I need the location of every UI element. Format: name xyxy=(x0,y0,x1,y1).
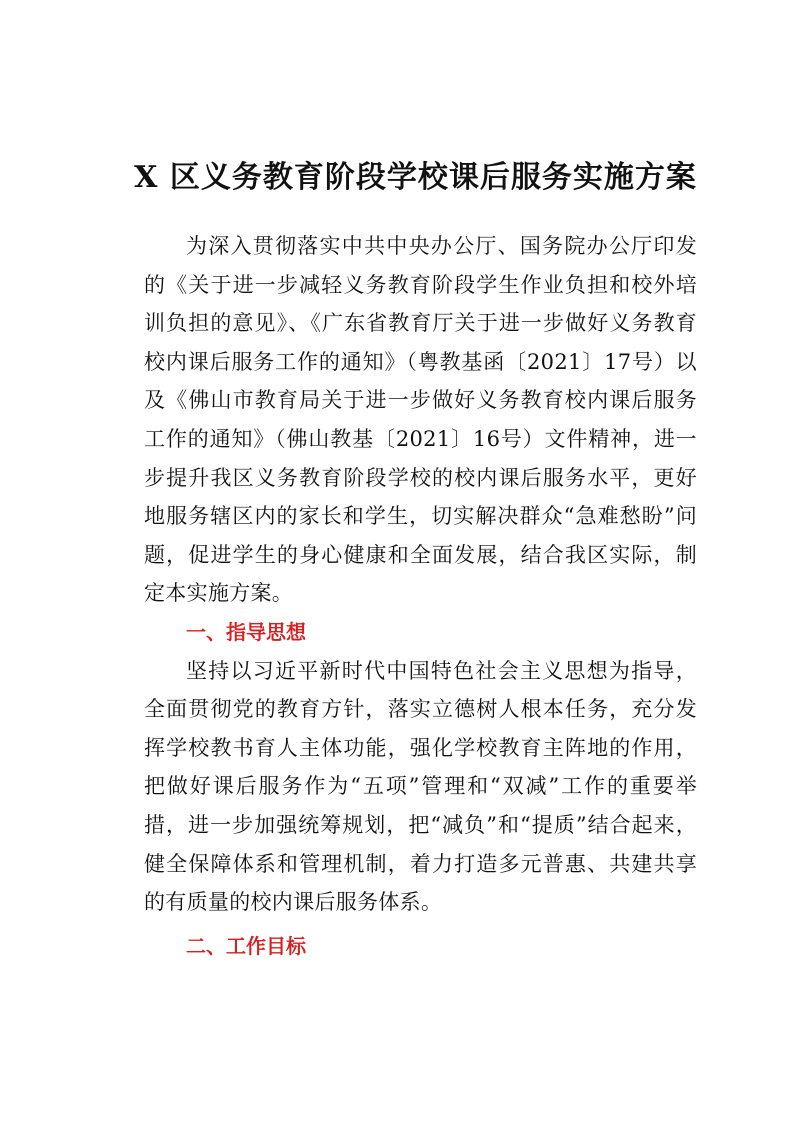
section-heading-guiding-ideology: 一、指导思想 xyxy=(186,619,306,644)
section-heading-work-goals: 二、工作目标 xyxy=(186,933,306,958)
intro-paragraph: 为深入贯彻落实中共中央办公厅、国务院办公厅印发的《关于进一步减轻义务教育阶段学生作业负担和校外培训负担的意见》、《广东省教育厅关于进一步做好义务教育校内课后服务工作的通知》（粤教基函〔2021〕17号）以及《佛山市教育局关于进一步做好义务教育校内课后服务工作的通知》（佛山教基〔2021〕16号）文件精神，进一步提升我区义务教育阶段学校的校内课后服务水平，更好地服务辖区内的家长和学生，切实解决群众“急难愁盼”问题，促进学生的身心健康和全面发展，结合我区实际，制定本实施方案。 xyxy=(144,234,697,606)
page-title: X 区义务教育阶段学校课后服务实施方案 xyxy=(134,160,697,195)
document-body xyxy=(144,227,697,965)
guiding-ideology-paragraph: 坚持以习近平新时代中国特色社会主义思想为指导，全面贯彻党的教育方针，落实立德树人根本任务，充分发挥学校教书育人主体功能，强化学校教育主阵地的作用，把做好课后服务作为“五项”管理和“双减”工作的重要举措，进一步加强统筹规划，把“减负”和“提质”结合起来，健全保障体系和管理机制，着力打造多元普惠、共建共享的有质量的校内课后服务体系。 xyxy=(144,658,697,915)
